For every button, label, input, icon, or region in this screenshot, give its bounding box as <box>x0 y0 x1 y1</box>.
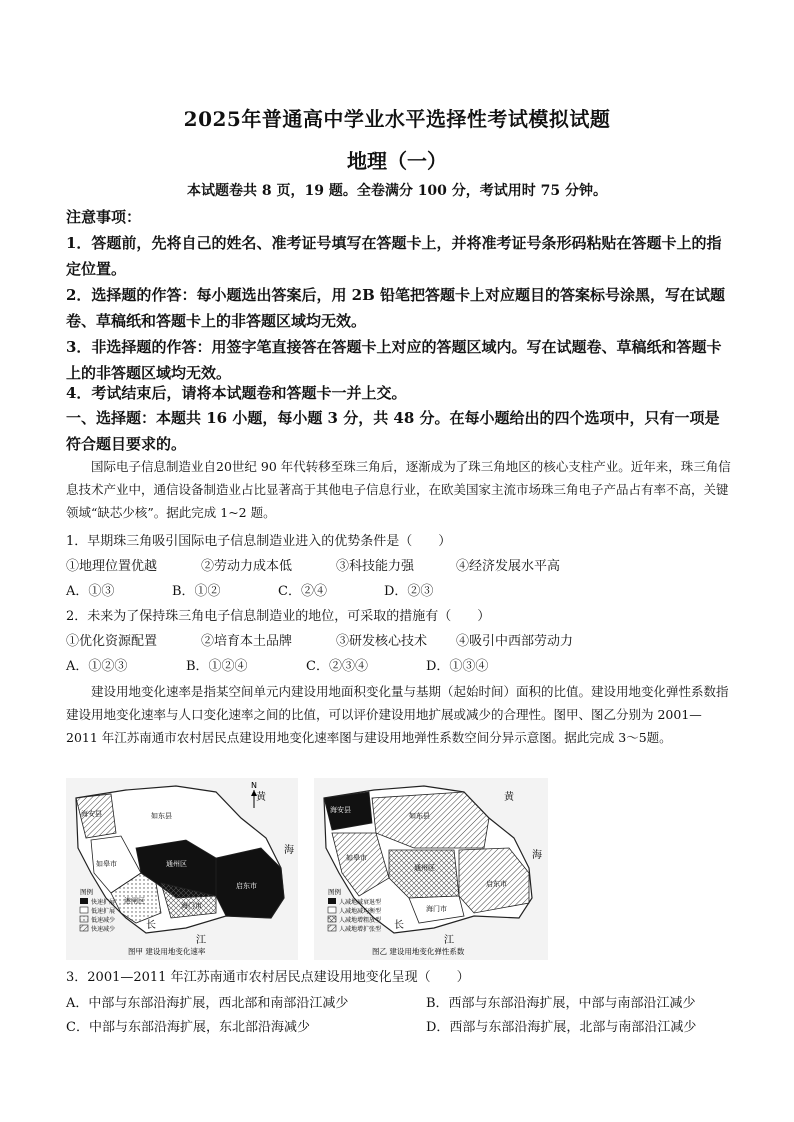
right-place-1: 海安县 <box>330 806 351 814</box>
question-3-choices-ab <box>66 992 746 1016</box>
right-map <box>314 778 548 960</box>
right-place-4: 通州区 <box>414 864 435 872</box>
question-3-choices-cd <box>66 1016 746 1040</box>
right-place-3: 如皋市 <box>346 854 367 862</box>
notice-item-1: 1．答题前，先将自己的姓名、准考证号填写在答题卡上，并将准考证号条形码粘贴在答题卡上的指定位置。 <box>66 234 722 278</box>
q1-item-1: ①地理位置优越 <box>66 559 158 574</box>
q2-item-1: ①优化资源配置 <box>66 634 158 649</box>
left-legend-2: 低速扩展 <box>91 908 116 915</box>
q2-item-2: ②培育本土品牌 <box>201 634 293 649</box>
passage-2: 建设用地变化速率是指某空间单元内建设用地面积变化量与基期（起始时间）面积的比值。建设用地变化弹性系数指建设用地变化速率与人口变化速率之间的比值，可以评价建设用地扩展或减少的合理性。图甲、图乙分别为 2001—2011 年江苏南通市农村居民点建设用地变化速率图与建设用地弹性系数空间分异示意图。据此完成 3～5题。 <box>66 684 729 745</box>
q2-item-3: ③研发核心技术 <box>336 634 428 649</box>
q1-item-3: ③科技能力强 <box>336 559 415 574</box>
left-place-1: 海安县 <box>81 810 102 818</box>
notice-heading: 注意事项： <box>66 208 142 226</box>
q3-choice-d: D．西部与东部沿海扩展，北部与南部沿江减少 <box>426 1020 697 1035</box>
exam-title: 2025年普通高中学业水平选择性考试模拟试题 <box>183 107 611 131</box>
right-legend-2: 人减地减均衡型 <box>339 908 382 915</box>
q3-choice-a: A．中部与东部沿海扩展，西北部和南部沿江减少 <box>66 996 349 1011</box>
q2-choice-b: B．①②④ <box>186 659 248 674</box>
right-place-5: 海门市 <box>426 905 447 913</box>
right-water-4: 江 <box>444 935 454 946</box>
right-water-1: 黄 <box>504 792 514 803</box>
left-place-4: 通州区 <box>166 860 187 868</box>
right-map-caption: 图乙 建设用地变化弹性系数 <box>372 947 465 956</box>
left-water-3: 长 <box>146 920 156 931</box>
q1-choice-c: C．②④ <box>278 584 327 599</box>
left-map <box>66 778 298 960</box>
right-legend-title: 图例 <box>328 888 341 896</box>
notice-item-3: 3．非选择题的作答：用签字笔直接答在答题卡上对应的答题区域内。写在试题卷、草稿纸和答题卡上的非答题区域均无效。 <box>66 338 722 382</box>
question-2-items <box>66 630 746 654</box>
q2-choice-a: A．①②③ <box>66 659 128 674</box>
right-legend-4: 人减地增扩张型 <box>339 926 382 933</box>
svg-text:N: N <box>251 781 257 790</box>
notice-item-2: 2．选择题的作答：每小题选出答案后，用 2B 铅笔把答题卡上对应题目的答案标号涂黑，写在试题卷、草稿纸和答题卡上的非答题区域均无效。 <box>66 286 726 330</box>
exam-subtitle: 地理（一） <box>347 149 447 173</box>
question-2-stem: 2．未来为了保持珠三角电子信息制造业的地位，可采取的措施有（ ） <box>66 609 491 624</box>
q3-choice-b: B．西部与东部沿海扩展，中部与南部沿江减少 <box>426 996 696 1011</box>
left-water-4: 江 <box>196 935 206 946</box>
left-water-2: 海 <box>284 845 294 856</box>
q2-item-4: ④吸引中西部劳动力 <box>456 634 574 649</box>
left-legend-4: 快速减少 <box>91 926 116 933</box>
left-place-3: 如皋市 <box>96 860 117 868</box>
right-water-3: 长 <box>394 920 404 931</box>
left-legend-1: 快速扩展 <box>91 899 116 906</box>
notice-item-4: 4．考试结束后，请将本试题卷和答题卡一并上交。 <box>66 384 407 402</box>
passage-1: 国际电子信息制造业自20世纪 90 年代转移至珠三角后，逐渐成为了珠三角地区的核心支柱产业。近年来，珠三角信息技术产业中，通信设备制造业占比显著高于其他电子信息行业，在欧美国家主流市场珠三角电子产品占有率不高，关键领域“缺芯少核”。据此完成 1~2 题。 <box>66 459 731 520</box>
left-water-1: 黄 <box>256 792 266 803</box>
q1-choice-a: A．①③ <box>66 584 115 599</box>
q1-item-2: ②劳动力成本低 <box>201 559 293 574</box>
left-legend-3: 低速减少 <box>91 917 116 924</box>
left-place-5: 海门市 <box>181 902 202 910</box>
question-2-choices <box>66 655 746 679</box>
right-place-6: 启东市 <box>486 880 507 888</box>
exam-summary: 本试题卷共 8 页，19 题。全卷满分 100 分，考试用时 75 分钟。 <box>186 183 608 199</box>
right-legend-3: 人减地增粗放型 <box>339 917 382 924</box>
right-place-2: 如东县 <box>409 812 430 820</box>
left-place-7: 港闸区 <box>124 897 145 905</box>
left-legend-title: 图例 <box>80 888 93 896</box>
map-figure <box>66 778 548 960</box>
q2-choice-c: C．②③④ <box>306 659 368 674</box>
section-1-heading: 一、选择题：本题共 16 小题，每小题 3 分，共 48 分。在每小题给出的四个选项中，只有一项是符合题目要求的。 <box>66 409 720 453</box>
right-legend-1: 人减地减衰退型 <box>339 899 382 906</box>
q3-choice-c: C．中部与东部沿海扩展，东北部沿海减少 <box>66 1020 310 1035</box>
q1-choice-b: B．①② <box>172 584 221 599</box>
q1-item-4: ④经济发展水平高 <box>456 559 561 574</box>
right-water-2: 海 <box>532 850 542 861</box>
left-map-caption: 图甲 建设用地变化速率 <box>128 947 206 956</box>
question-1-choices <box>66 580 746 604</box>
question-1-stem: 1．早期珠三角吸引国际电子信息制造业进入的优势条件是（ ） <box>66 534 452 549</box>
question-1-items <box>66 555 746 579</box>
left-place-2: 如东县 <box>151 812 172 820</box>
left-place-6: 启东市 <box>236 882 257 890</box>
q2-choice-d: D．①③④ <box>426 659 489 674</box>
q1-choice-d: D．②③ <box>384 584 434 599</box>
question-3-stem: 3．2001—2011 年江苏南通市农村居民点建设用地变化呈现（ ） <box>66 970 470 985</box>
